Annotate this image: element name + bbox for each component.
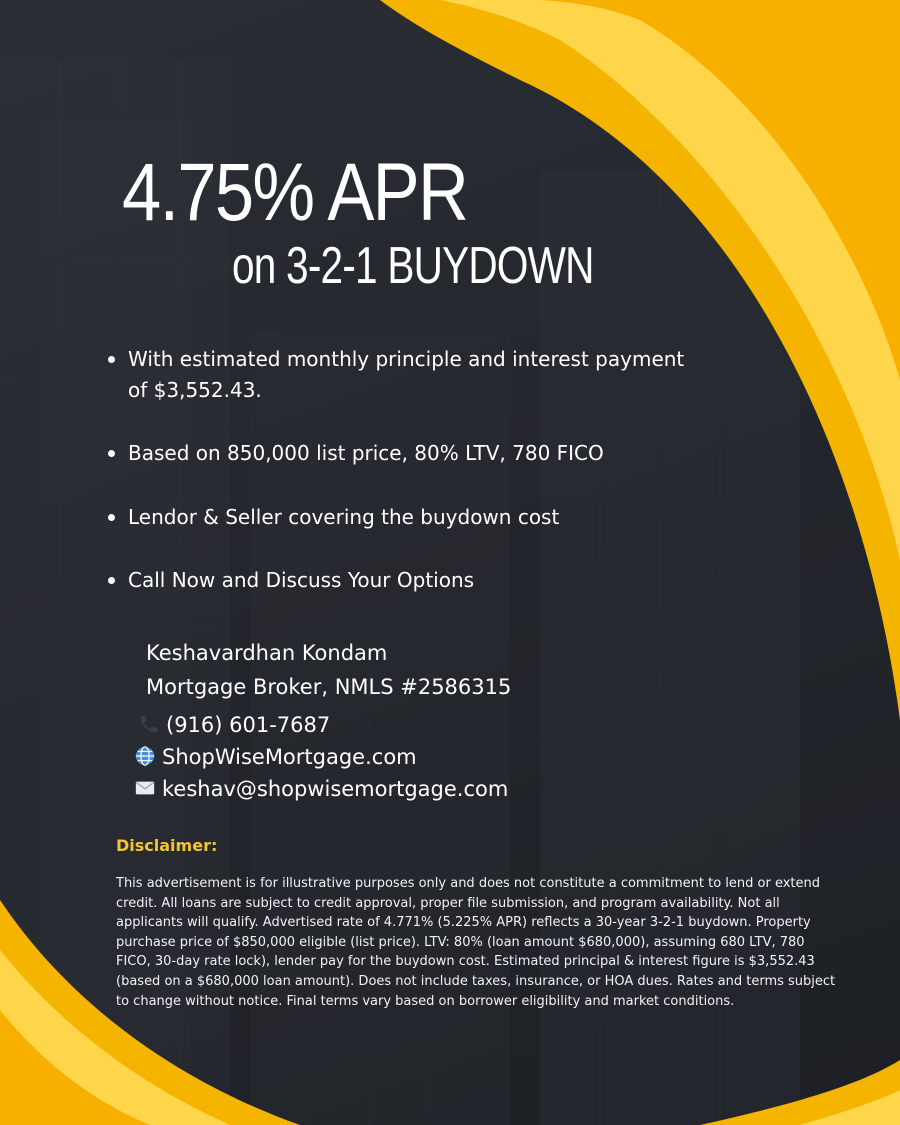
disclaimer-heading: Disclaimer: (116, 836, 218, 855)
contact-website[interactable] (134, 740, 417, 774)
contact-title: Mortgage Broker, NMLS #2586315 (146, 675, 512, 699)
globe-icon (134, 745, 156, 767)
list-item (108, 502, 688, 533)
list-item (108, 438, 688, 469)
contact-email[interactable] (134, 772, 508, 806)
envelope-icon (134, 777, 156, 799)
bullet-dot (108, 514, 115, 521)
list-item-text: Lendor & Seller covering the buydown cost (128, 505, 560, 529)
bullet-dot (108, 577, 115, 584)
disclaimer-text: This advertisement is for illustrative purposes only and does not constitute a commitment to lend or extend credit. All loans are subject to credit approval, proper file submission, and program availability. Not all applicants will qualify. Advertised rate of 4.771% (5.225% APR) reflects a 30-year 3-2-1 buydown. Property purchase price of $850,000 eligible (list price). LTV: 80% (loan amount $680,000), assuming 680 LTV, 780 FICO, 30-day rate lock), lender pay for the buydown cost. Estimated principal & interest figure is $3,552.43 (based on a $680,000 loan amount). Does not include taxes, insurance, or HOA dues. Rates and terms subject to change without notice. Final terms vary based on borrower eligibility and market conditions. (116, 876, 836, 1009)
phone-icon (138, 713, 160, 735)
headline: 4.75% APR (122, 147, 468, 238)
contact-phone[interactable] (138, 708, 330, 742)
list-item (108, 565, 688, 596)
contact-name: Keshavardhan Kondam (146, 641, 388, 665)
list-item-text: Call Now and Discuss Your Options (128, 568, 475, 592)
contact-email-text: keshav@shopwisemortgage.com (162, 777, 509, 801)
list-item-text: Based on 850,000 list price, 80% LTV, 780 FICO (128, 441, 604, 465)
subheadline: on 3-2-1 BUYDOWN (232, 237, 594, 295)
contact-phone-text: (916) 601-7687 (166, 713, 331, 737)
bullet-dot (108, 450, 115, 457)
bullet-dot (108, 356, 115, 363)
contact-website-text: ShopWiseMortgage.com (162, 745, 417, 769)
list-item-text: With estimated monthly principle and interest payment of $3,552.43. (128, 347, 685, 402)
list-item (108, 344, 688, 406)
